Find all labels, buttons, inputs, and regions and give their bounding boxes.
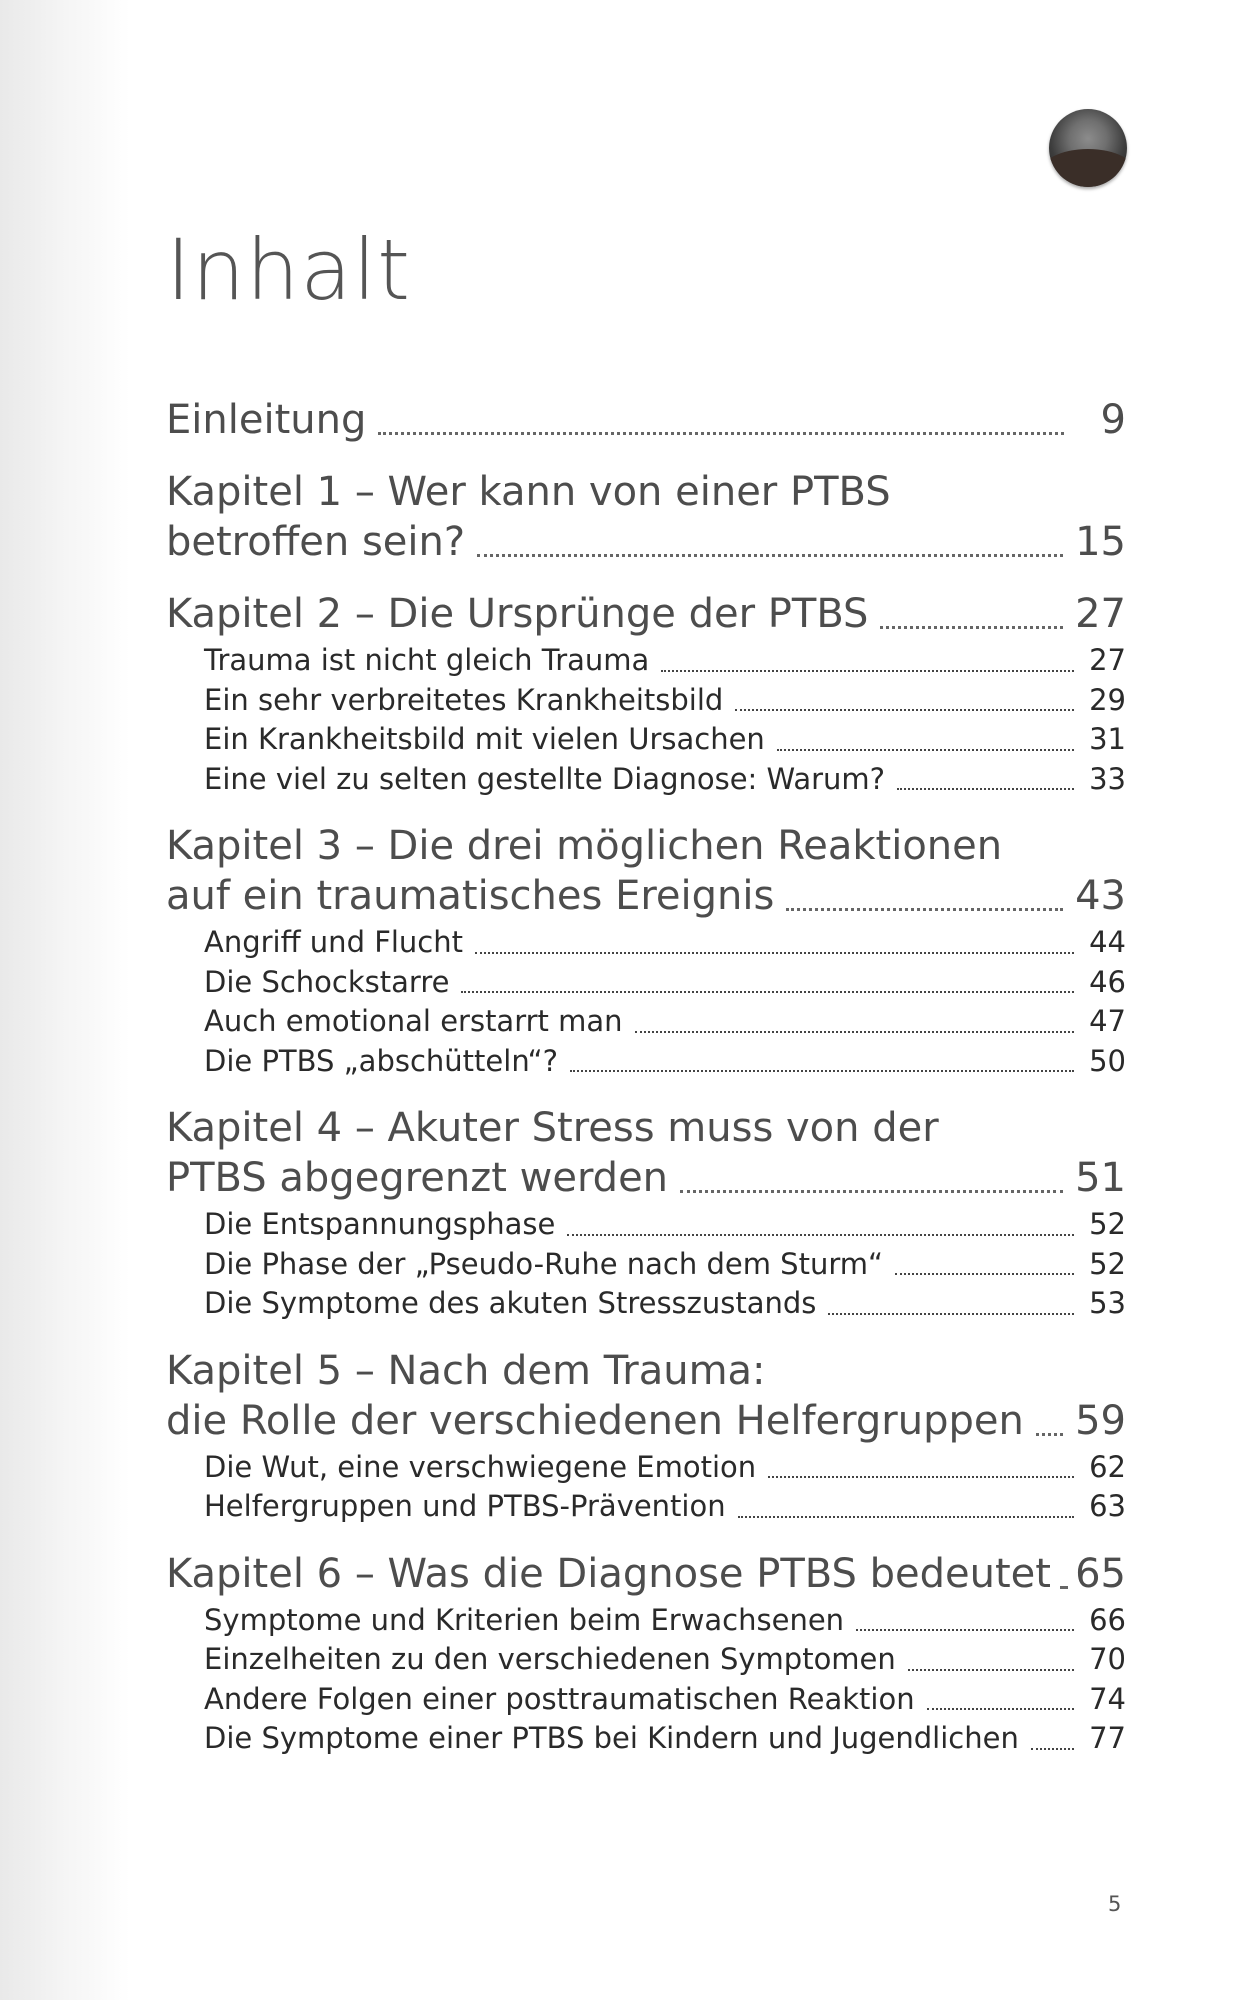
toc-chapter-title: PTBS abgegrenzt werden: [166, 1155, 669, 1201]
toc-section-line: [204, 963, 1126, 1003]
toc-section-title: Die Wut, eine verschwiegene Emotion: [204, 1449, 757, 1484]
toc-section-page: 63: [1089, 1489, 1126, 1523]
toc-section-title: Andere Folgen einer posttraumatischen Reaktion: [204, 1681, 915, 1716]
toc-section-title: Ein Krankheitsbild mit vielen Ursachen: [204, 722, 765, 756]
toc-chapter-line: [166, 589, 1126, 639]
toc-section-line: [204, 923, 1126, 963]
toc-section-page: 77: [1089, 1721, 1126, 1755]
toc-chapter: [166, 1549, 1126, 1759]
dot-leader: [908, 1669, 1074, 1671]
toc-chapter-title: Kapitel 5 – Nach dem Trauma:: [166, 1347, 766, 1394]
toc-section-page: 70: [1089, 1642, 1126, 1676]
toc-chapter-title: betroffen sein?: [166, 519, 466, 565]
dot-leader: [475, 952, 1074, 954]
table-of-contents: [166, 395, 1126, 1781]
toc-chapter-title: auf ein traumatisches Ereignis: [166, 873, 775, 919]
toc-section-line: [204, 1640, 1126, 1680]
dot-leader: [897, 788, 1074, 790]
toc-section-line: [204, 1245, 1126, 1285]
toc-section-page: 44: [1089, 925, 1126, 959]
toc-section-title: Die Phase der „Pseudo-Ruhe nach dem Sturm“: [204, 1246, 884, 1281]
toc-section-list: [204, 923, 1126, 1081]
dot-leader: [1031, 1748, 1074, 1750]
toc-chapter-line: [166, 1549, 1126, 1599]
toc-section-page: 46: [1089, 964, 1126, 999]
toc-chapter-line: [166, 1103, 1126, 1153]
dot-leader: [856, 1629, 1074, 1631]
toc-chapter-title: Kapitel 6 – Was die Diagnose PTBS bedeutet: [166, 1550, 1051, 1597]
toc-section-line: [204, 641, 1126, 681]
toc-section-title: Ein sehr verbreitetes Krankheitsbild: [204, 682, 724, 717]
toc-section-list: [204, 641, 1126, 799]
toc-chapter-page: 27: [1075, 591, 1126, 637]
toc-section-title: Einzelheiten zu den verschiedenen Symptomen: [204, 1642, 896, 1676]
page-title: Inhalt: [166, 221, 411, 319]
toc-section-line: [204, 1042, 1126, 1082]
dot-leader: [1036, 1433, 1063, 1436]
toc-chapter-page: 59: [1075, 1397, 1126, 1444]
toc-section-title: Trauma ist nicht gleich Trauma: [204, 643, 650, 677]
toc-chapter-line: [166, 821, 1126, 871]
toc-section-title: Symptome und Kriterien beim Erwachsenen: [204, 1602, 845, 1637]
toc-section-list: [204, 1601, 1126, 1759]
toc-chapter-line: [166, 467, 1126, 517]
toc-section-page: 74: [1089, 1681, 1126, 1716]
toc-section-line: [204, 1284, 1126, 1324]
toc-section-line: [204, 1487, 1126, 1527]
toc-chapter-title: Kapitel 3 – Die drei möglichen Reaktionen: [166, 823, 1003, 869]
toc-section-title: Helfergruppen und PTBS-Prävention: [204, 1489, 726, 1523]
toc-section-title: Angriff und Flucht: [204, 925, 464, 959]
toc-chapter-title: die Rolle der verschiedenen Helfergruppen: [166, 1397, 1024, 1444]
toc-chapter-title: Kapitel 4 – Akuter Stress muss von der: [166, 1105, 939, 1151]
dot-leader: [635, 1031, 1074, 1033]
toc-section-page: 66: [1089, 1602, 1126, 1637]
toc-chapter: [166, 467, 1126, 567]
toc-section-page: 29: [1089, 682, 1126, 717]
page-number: 5: [1108, 1892, 1122, 1916]
dot-leader: [786, 908, 1063, 911]
toc-section-line: [204, 1002, 1126, 1042]
dot-leader: [880, 626, 1063, 629]
toc-section-page: 53: [1089, 1286, 1126, 1320]
dot-leader: [567, 1234, 1074, 1236]
publisher-emblem-icon: [1049, 109, 1127, 187]
toc-section-page: 62: [1089, 1449, 1126, 1484]
toc-chapter: [166, 1103, 1126, 1324]
toc-chapter: [166, 821, 1126, 1081]
toc-section-title: Die Symptome des akuten Stresszustands: [204, 1286, 817, 1320]
dot-leader: [477, 554, 1063, 557]
toc-section-line: [204, 1601, 1126, 1641]
dot-leader: [895, 1273, 1074, 1275]
dot-leader: [828, 1313, 1074, 1315]
dot-leader: [777, 749, 1074, 751]
toc-section-line: [204, 1448, 1126, 1488]
toc-chapter: [166, 395, 1126, 445]
toc-section-title: Die Symptome einer PTBS bei Kindern und Jugendlichen: [204, 1721, 1019, 1755]
toc-section-line: [204, 1205, 1126, 1245]
dot-leader: [927, 1708, 1074, 1710]
dot-leader: [768, 1476, 1074, 1478]
dot-leader: [680, 1190, 1063, 1193]
dot-leader: [378, 432, 1064, 435]
toc-chapter-page: 65: [1075, 1550, 1126, 1597]
toc-chapter-page: 51: [1075, 1155, 1126, 1201]
toc-section-line: [204, 681, 1126, 721]
dot-leader: [461, 991, 1074, 993]
toc-chapter-title: Einleitung: [166, 397, 367, 443]
toc-chapter-title: Kapitel 2 – Die Ursprünge der PTBS: [166, 591, 869, 637]
toc-section-page: 47: [1089, 1004, 1126, 1038]
toc-section-title: Die Schockstarre: [204, 964, 450, 999]
dot-leader: [661, 670, 1074, 672]
dot-leader: [735, 709, 1074, 711]
toc-section-line: [204, 1680, 1126, 1720]
toc-chapter-line: [166, 517, 1126, 567]
toc-section-page: 31: [1089, 722, 1126, 756]
toc-chapter-page: 15: [1075, 519, 1126, 565]
toc-section-page: 52: [1089, 1246, 1126, 1281]
dot-leader: [738, 1516, 1074, 1518]
toc-section-list: [204, 1205, 1126, 1324]
toc-chapter: [166, 589, 1126, 799]
toc-section-line: [204, 760, 1126, 800]
toc-section-page: 27: [1089, 643, 1126, 677]
toc-section-page: 33: [1089, 761, 1126, 796]
dot-leader: [570, 1070, 1074, 1072]
toc-chapter-page: 43: [1075, 873, 1126, 919]
toc-section-line: [204, 720, 1126, 760]
toc-chapter-line: [166, 871, 1126, 921]
toc-section-title: Eine viel zu selten gestellte Diagnose: Warum?: [204, 761, 886, 796]
toc-chapter-title: Kapitel 1 – Wer kann von einer PTBS: [166, 469, 891, 515]
toc-section-title: Auch emotional erstarrt man: [204, 1004, 623, 1038]
toc-section-page: 50: [1089, 1043, 1126, 1078]
toc-section-title: Die PTBS „abschütteln“?: [204, 1043, 559, 1078]
toc-section-line: [204, 1719, 1126, 1759]
toc-chapter-line: [166, 1346, 1126, 1396]
toc-chapter-line: [166, 1396, 1126, 1446]
toc-section-title: Die Entspannungsphase: [204, 1207, 556, 1241]
toc-chapter-line: [166, 395, 1126, 445]
toc-chapter-line: [166, 1153, 1126, 1203]
toc-chapter-page: 9: [1100, 397, 1126, 443]
toc-section-list: [204, 1448, 1126, 1527]
toc-chapter: [166, 1346, 1126, 1527]
toc-section-page: 52: [1089, 1207, 1126, 1241]
